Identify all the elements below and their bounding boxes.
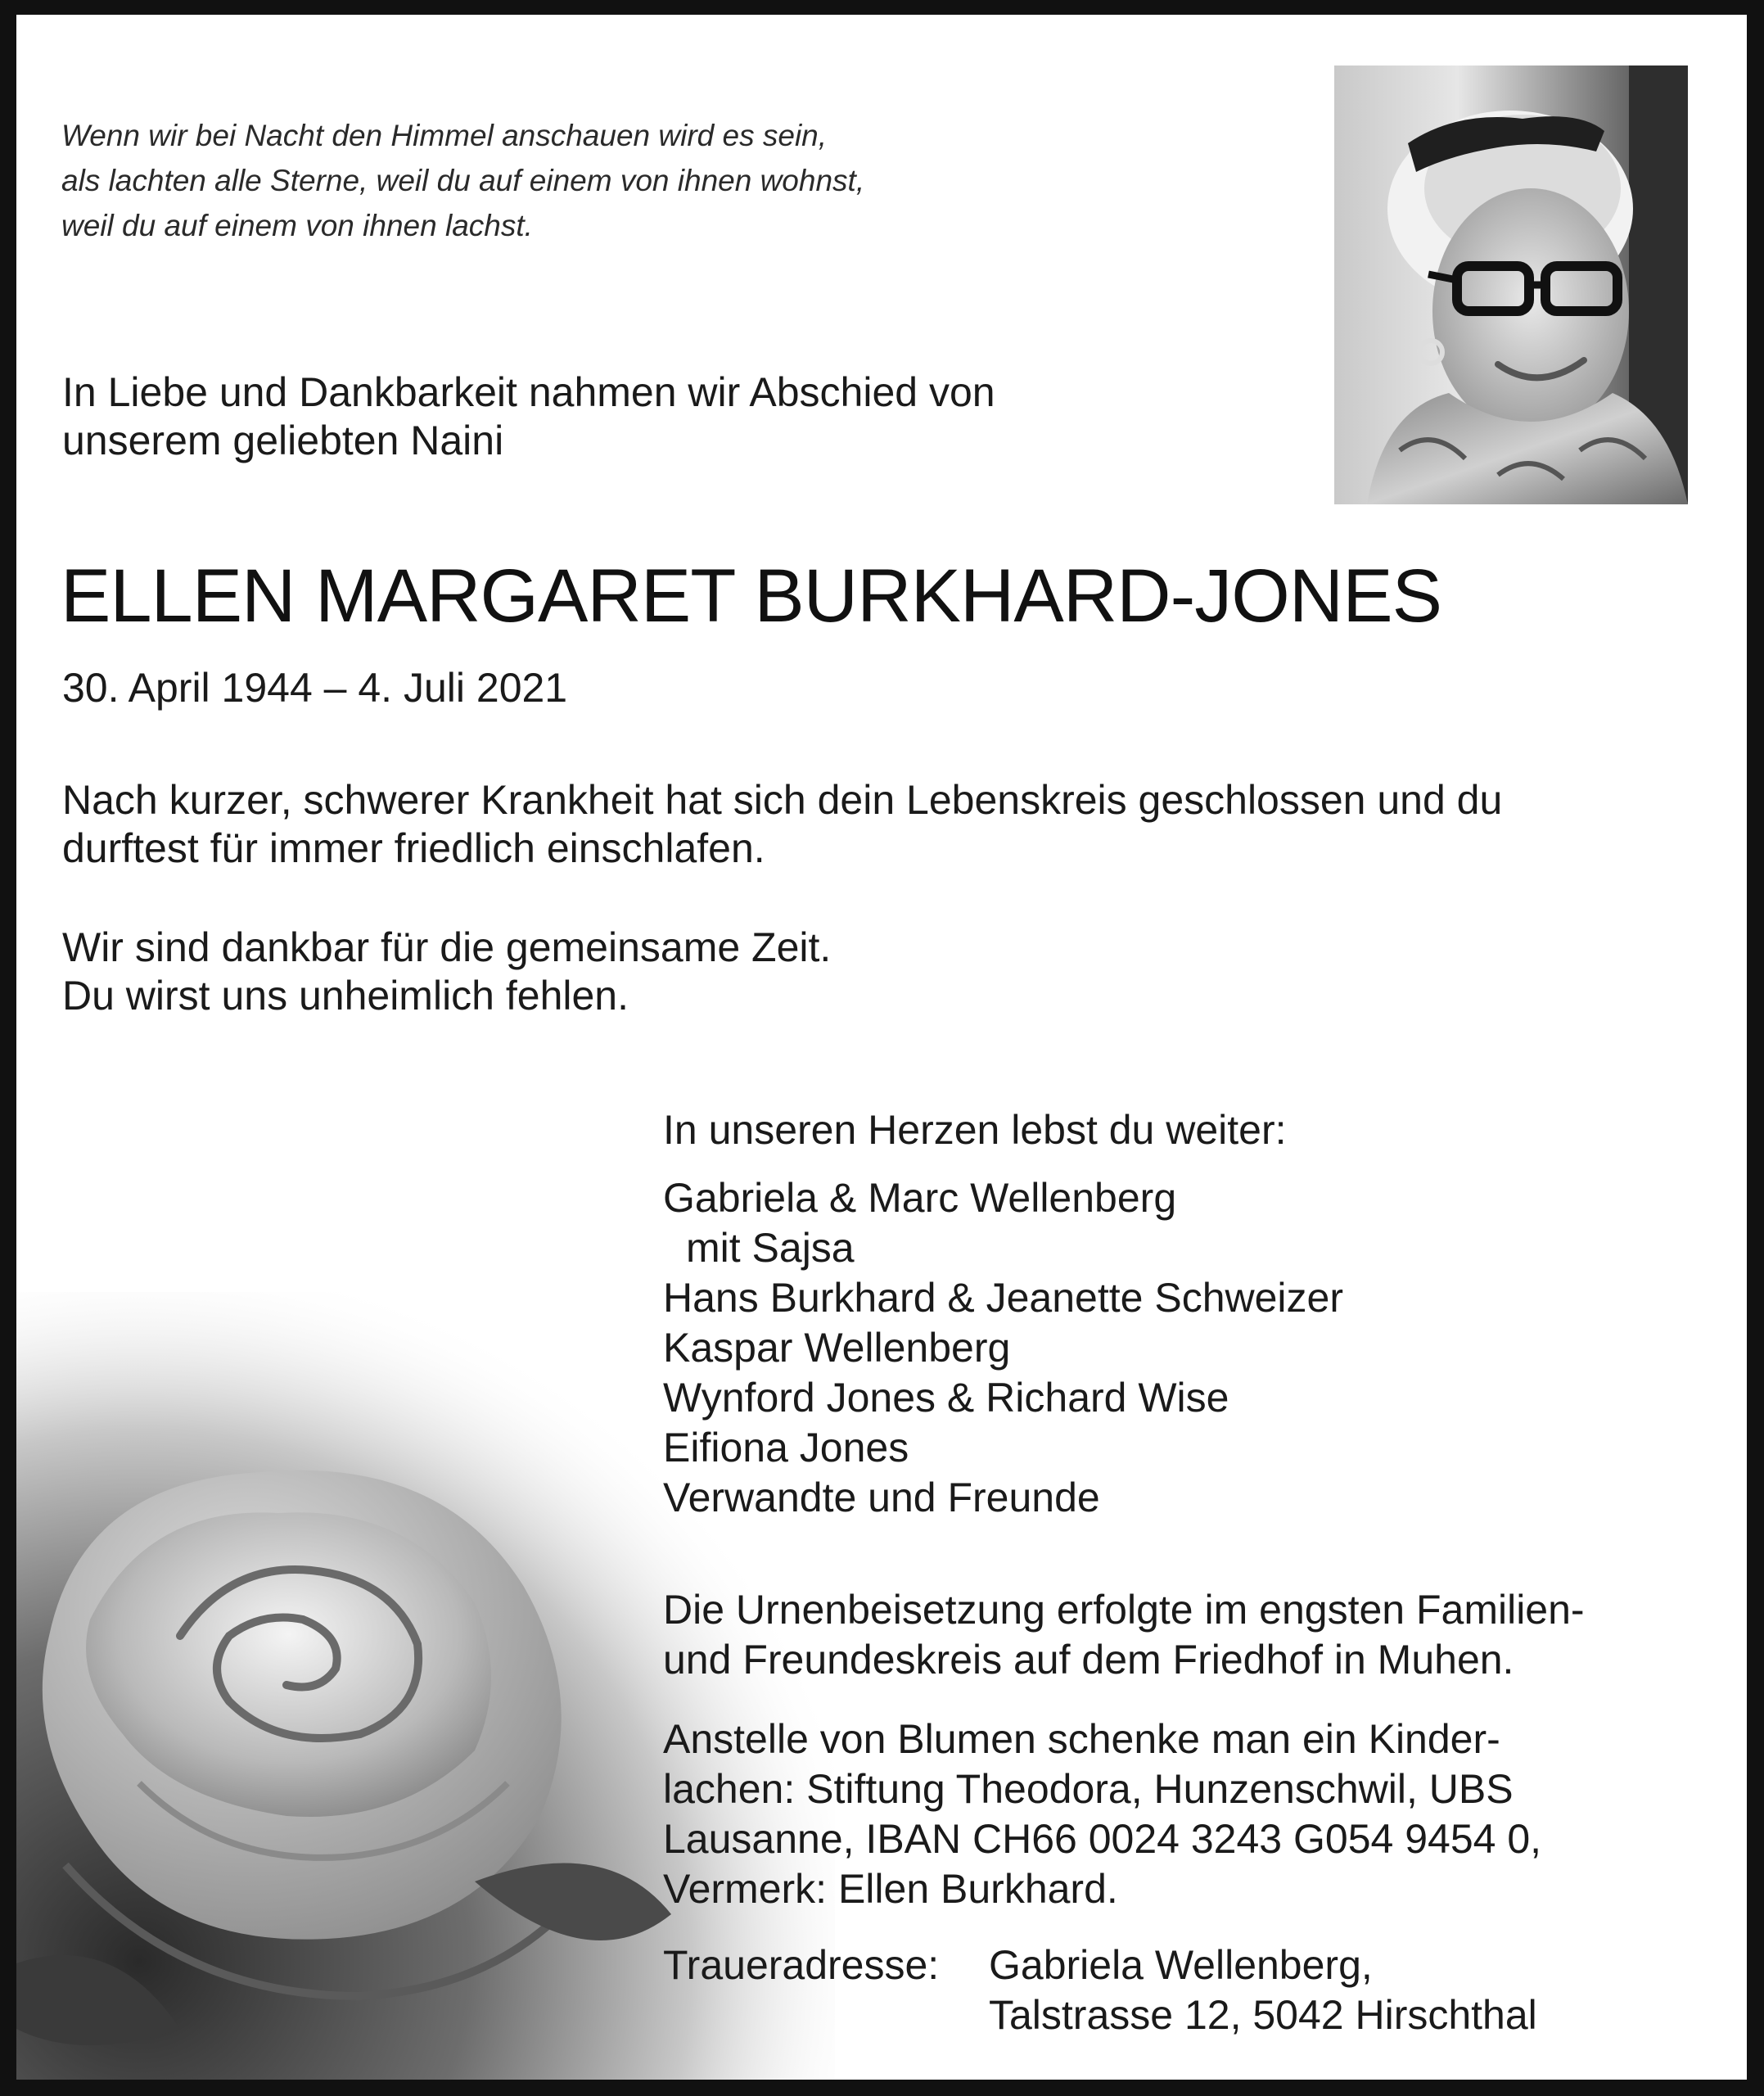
burial-notice [663, 1585, 1585, 1685]
donation-notice [663, 1714, 1541, 1914]
message-paragraph [62, 924, 831, 1020]
mourners-heading: In unseren Herzen lebst du weiter: [663, 1107, 1287, 1153]
message-line: Du wirst uns unheimlich fehlen. [62, 973, 629, 1019]
message-line: Nach kurzer, schwerer Krankheit hat sich dein Lebenskreis geschlossen und du [62, 777, 1503, 823]
message-line: Wir sind dankbar für die gemeinsame Zeit. [62, 924, 832, 970]
portrait-photo [1334, 66, 1688, 504]
donation-line: Vermerk: Ellen Burkhard. [663, 1866, 1118, 1912]
address-label: Traueradresse: [663, 1942, 940, 1988]
intro-text [62, 368, 995, 465]
mourner-name: Eifiona Jones [663, 1425, 909, 1470]
donation-line: Anstelle von Blumen schenke man ein Kinder- [663, 1716, 1500, 1762]
intro-line: unserem geliebten Naini [62, 418, 504, 463]
life-dates: 30. April 1944 – 4. Juli 2021 [62, 665, 568, 711]
quote-line: Wenn wir bei Nacht den Himmel anschauen wird es sein, [61, 119, 828, 152]
burial-line: Die Urnenbeisetzung erfolgte im engsten Familien- [663, 1587, 1585, 1633]
mourner-name: Verwandte und Freunde [663, 1475, 1100, 1520]
quote-line: als lachten alle Sterne, weil du auf einem von ihnen wohnst, [61, 164, 865, 197]
quote-line: weil du auf einem von ihnen lachst. [61, 209, 533, 242]
message-line: durftest für immer friedlich einschlafen. [62, 825, 765, 871]
mourner-name: mit Sajsa [686, 1225, 855, 1271]
address-line1: Gabriela Wellenberg, [989, 1942, 1373, 1988]
mourners-block [663, 1105, 1343, 1523]
message-paragraph [62, 776, 1502, 873]
intro-line: In Liebe und Dankbarkeit nahmen wir Abschied von [62, 369, 995, 415]
donation-line: Lausanne, IBAN CH66 0024 3243 G054 9454 0, [663, 1816, 1542, 1862]
address-line2: Talstrasse 12, 5042 Hirschthal [989, 1992, 1537, 2038]
opening-quote [61, 113, 864, 248]
donation-line: lachen: Stiftung Theodora, Hunzenschwil, UBS [663, 1766, 1514, 1812]
mourning-address [663, 1940, 1537, 2040]
deceased-name: ELLEN MARGARET BURKHARD-JONES [61, 554, 1441, 638]
mourner-name: Kaspar Wellenberg [663, 1325, 1011, 1371]
mourner-name: Gabriela & Marc Wellenberg [663, 1175, 1177, 1221]
obituary-notice [16, 15, 1747, 2080]
burial-line: und Freundeskreis auf dem Friedhof in Muhen. [663, 1637, 1514, 1683]
mourner-name: Hans Burkhard & Jeanette Schweizer [663, 1275, 1343, 1321]
mourner-name: Wynford Jones & Richard Wise [663, 1375, 1229, 1421]
